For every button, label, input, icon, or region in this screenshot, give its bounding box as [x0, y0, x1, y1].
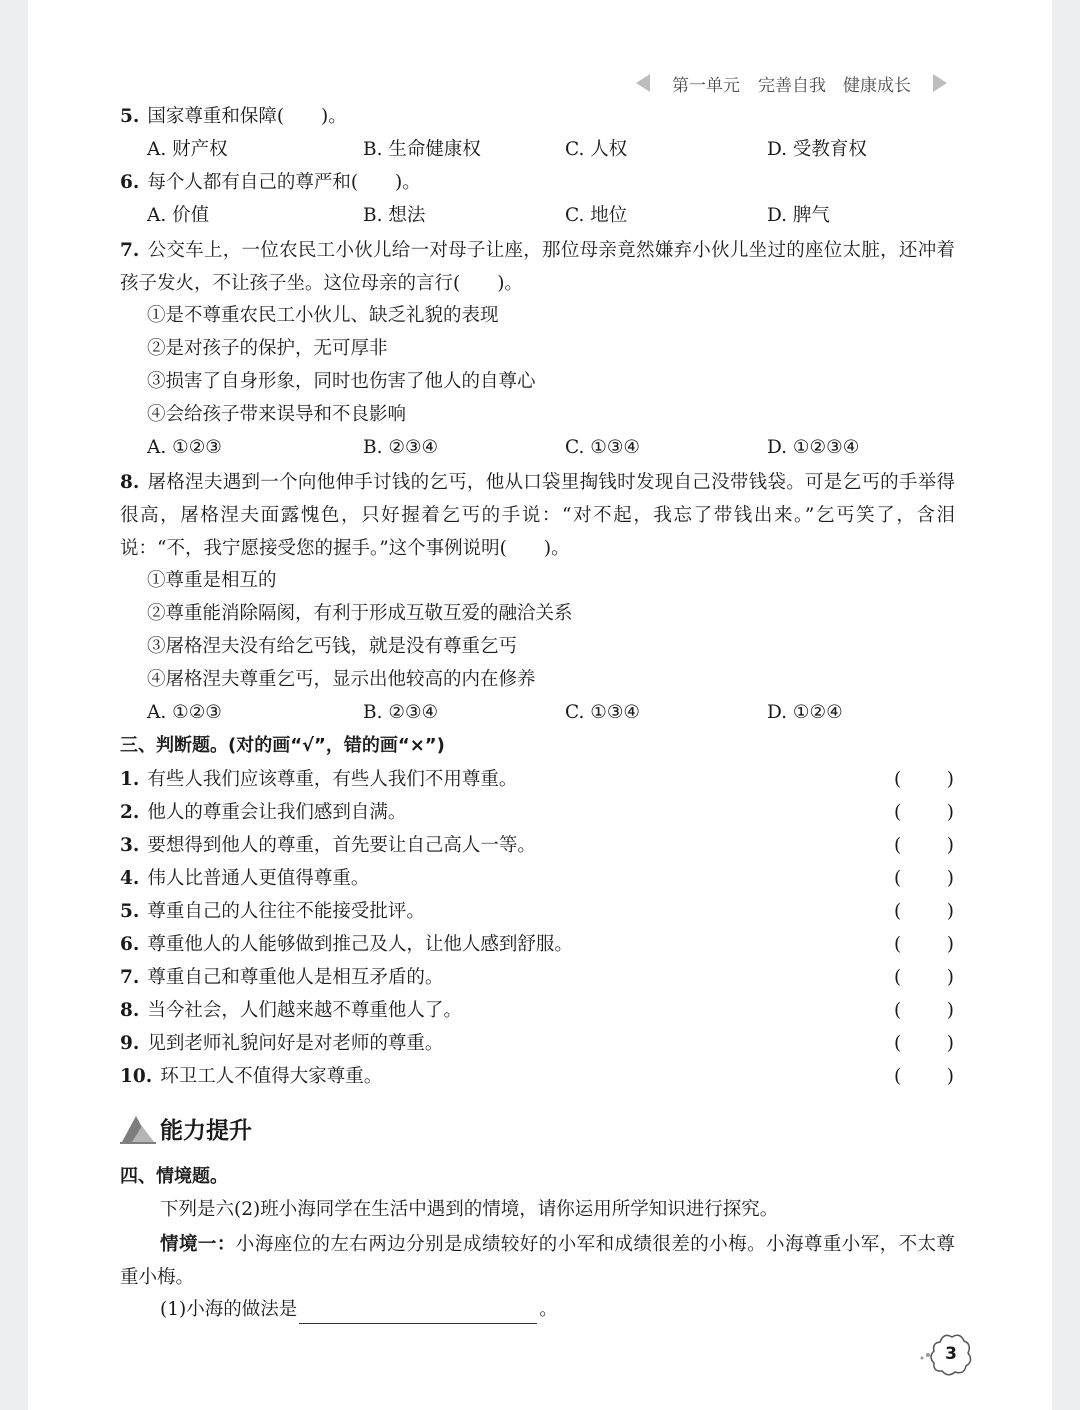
question-number: 7.: [120, 967, 140, 988]
question-text: 有些人我们应该尊重，有些人我们不用尊重。: [147, 769, 518, 790]
option-d: D. ①②④: [767, 702, 843, 723]
question-6: [120, 169, 421, 197]
answer-blank[interactable]: [894, 931, 954, 959]
answer-blank[interactable]: [894, 865, 954, 893]
question-text: 尊重自己的人往往不能接受批评。: [147, 901, 425, 922]
question-5-options: [147, 136, 947, 164]
option-b: B. ②③④: [363, 437, 439, 458]
question-number: 9.: [120, 1033, 140, 1054]
question-text: 伟人比普通人更值得尊重。: [147, 868, 370, 889]
scenario-intro: 下列是六(2)班小海同学在生活中遇到的情境，请你运用所学知识进行探究。: [160, 1199, 779, 1220]
question-text: 环卫工人不值得大家尊重。: [160, 1066, 383, 1087]
option-c: C. ①③④: [565, 437, 641, 458]
section-4-heading: 四、情境题。: [120, 1166, 228, 1187]
ability-title: 能力提升: [160, 1117, 252, 1144]
answer-blank[interactable]: [894, 997, 954, 1025]
question-number: 10.: [120, 1066, 153, 1087]
statement-item: ③屠格涅夫没有给乞丐钱，就是没有尊重乞丐: [147, 636, 518, 657]
judge-item: [120, 964, 443, 992]
question-text: 当今社会，人们越来越不尊重他人了。: [147, 1000, 462, 1021]
judge-item: [120, 799, 406, 827]
question-suffix: 。: [539, 1299, 558, 1320]
question-number: 8.: [120, 472, 140, 493]
question-text: 他人的尊重会让我们感到自满。: [147, 802, 407, 823]
option-c: C. ①③④: [565, 702, 641, 723]
question-8: [120, 466, 955, 565]
option-a: A. 财产权: [147, 139, 228, 160]
question-text: 每个人都有自己的尊严和( )。: [147, 172, 421, 193]
paren-close: ): [946, 1033, 954, 1054]
option-c: C. 地位: [565, 205, 628, 226]
paren-close: ): [946, 1066, 954, 1087]
ability-banner: [120, 1110, 260, 1146]
question-number: 1.: [120, 769, 140, 790]
statement-item: ④屠格涅夫尊重乞丐，显示出他较高的内在修养: [147, 669, 536, 690]
answer-blank[interactable]: [894, 1063, 954, 1091]
paren-open: (: [894, 835, 902, 856]
question-text: 公交车上，一位农民工小伙儿给一对母子让座，那位母亲竟然嫌弃小伙儿坐过的座位太脏，还冲着孩子发火，不让孩子坐。这位母亲的言行( )。: [120, 240, 955, 294]
paren-open: (: [894, 934, 902, 955]
option-d: D. ①②③④: [767, 437, 860, 458]
page-number: 3: [945, 1344, 957, 1364]
paren-close: ): [946, 868, 954, 889]
paren-open: (: [894, 967, 902, 988]
question-text: 尊重他人的人能够做到推己及人，让他人感到舒服。: [147, 934, 573, 955]
question-text: 尊重自己和尊重他人是相互矛盾的。: [147, 967, 444, 988]
page-header: [636, 68, 947, 98]
mountain-icon: [120, 1112, 156, 1144]
judge-item: [120, 898, 425, 926]
option-b: B. 生命健康权: [363, 139, 481, 160]
answer-blank[interactable]: [894, 766, 954, 794]
question-7: [120, 234, 955, 300]
question-number: 6.: [120, 934, 140, 955]
question-number: 7.: [120, 240, 140, 261]
statement-item: ③损害了自身形象，同时也伤害了他人的自尊心: [147, 371, 536, 392]
question-number: 4.: [120, 868, 140, 889]
page-number-badge: [918, 1328, 976, 1380]
answer-blank[interactable]: [894, 799, 954, 827]
question-text: 国家尊重和保障( )。: [147, 106, 347, 127]
question-prefix: (1)小海的做法是: [160, 1299, 298, 1320]
paren-close: ): [946, 769, 954, 790]
statement-item: ④会给孩子带来误导和不良影响: [147, 404, 407, 425]
option-d: D. 脾气: [767, 205, 830, 226]
triangle-right-icon: [933, 74, 947, 92]
scenario-1-question: [160, 1296, 558, 1324]
scenario-1-label: 情境一：: [160, 1234, 236, 1255]
option-d: D. 受教育权: [767, 139, 867, 160]
section-3-heading: 三、判断题。(对的画“√”，错的画“×”): [120, 735, 445, 756]
judge-item: [120, 997, 462, 1025]
header-unit: 第一单元: [672, 75, 740, 96]
paren-open: (: [894, 868, 902, 889]
question-number: 2.: [120, 802, 140, 823]
statement-item: ①尊重是相互的: [147, 570, 277, 591]
paren-open: (: [894, 1033, 902, 1054]
answer-line[interactable]: [299, 1301, 537, 1324]
judge-item: [120, 766, 517, 794]
paren-close: ): [946, 934, 954, 955]
judge-item: [120, 1030, 443, 1058]
answer-blank[interactable]: [894, 898, 954, 926]
question-7-options: [147, 434, 947, 462]
question-5: [120, 103, 347, 131]
header-title: 完善自我 健康成长: [758, 75, 911, 96]
question-number: 6.: [120, 172, 140, 193]
answer-blank[interactable]: [894, 964, 954, 992]
question-text: 屠格涅夫遇到一个向他伸手讨钱的乞丐，他从口袋里掏钱时发现自己没带钱袋。可是乞丐的手举得很高，屠格涅夫面露愧色，只好握着乞丐的手说：“对不起，我忘了带钱出来。”乞丐笑了，含泪说：“不，我宁愿接受您的握手。”这个事例说明( )。: [120, 472, 955, 559]
paren-close: ): [946, 901, 954, 922]
answer-blank[interactable]: [894, 832, 954, 860]
option-b: B. 想法: [363, 205, 426, 226]
paren-open: (: [894, 901, 902, 922]
question-number: 3.: [120, 835, 140, 856]
question-text: 要想得到他人的尊重，首先要让自己高人一等。: [147, 835, 536, 856]
answer-blank[interactable]: [894, 1030, 954, 1058]
question-number: 5.: [120, 901, 140, 922]
paren-close: ): [946, 802, 954, 823]
judge-item: [120, 1063, 382, 1091]
option-b: B. ②③④: [363, 702, 439, 723]
question-number: 5.: [120, 106, 140, 127]
question-number: 8.: [120, 1000, 140, 1021]
statement-item: ①是不尊重农民工小伙儿、缺乏礼貌的表现: [147, 305, 499, 326]
statement-item: ②是对孩子的保护，无可厚非: [147, 338, 388, 359]
option-a: A. ①②③: [147, 702, 222, 723]
option-c: C. 人权: [565, 139, 628, 160]
scenario-1: [120, 1228, 955, 1294]
paren-open: (: [894, 1066, 902, 1087]
paren-open: (: [894, 802, 902, 823]
option-a: A. ①②③: [147, 437, 222, 458]
paren-close: ): [946, 835, 954, 856]
judge-item: [120, 832, 536, 860]
judge-item: [120, 865, 369, 893]
paren-open: (: [894, 769, 902, 790]
scenario-1-text: 小海座位的左右两边分别是成绩较好的小军和成绩很差的小梅。小海尊重小军，不太尊重小梅。: [120, 1234, 955, 1288]
judge-item: [120, 931, 573, 959]
question-8-options: [147, 699, 947, 727]
paren-close: ): [946, 967, 954, 988]
paren-close: ): [946, 1000, 954, 1021]
question-text: 见到老师礼貌问好是对老师的尊重。: [147, 1033, 444, 1054]
option-a: A. 价值: [147, 205, 210, 226]
question-6-options: [147, 202, 947, 230]
statement-item: ②尊重能消除隔阂，有利于形成互敬互爱的融洽关系: [147, 603, 573, 624]
paren-open: (: [894, 1000, 902, 1021]
triangle-left-icon: [636, 74, 650, 92]
